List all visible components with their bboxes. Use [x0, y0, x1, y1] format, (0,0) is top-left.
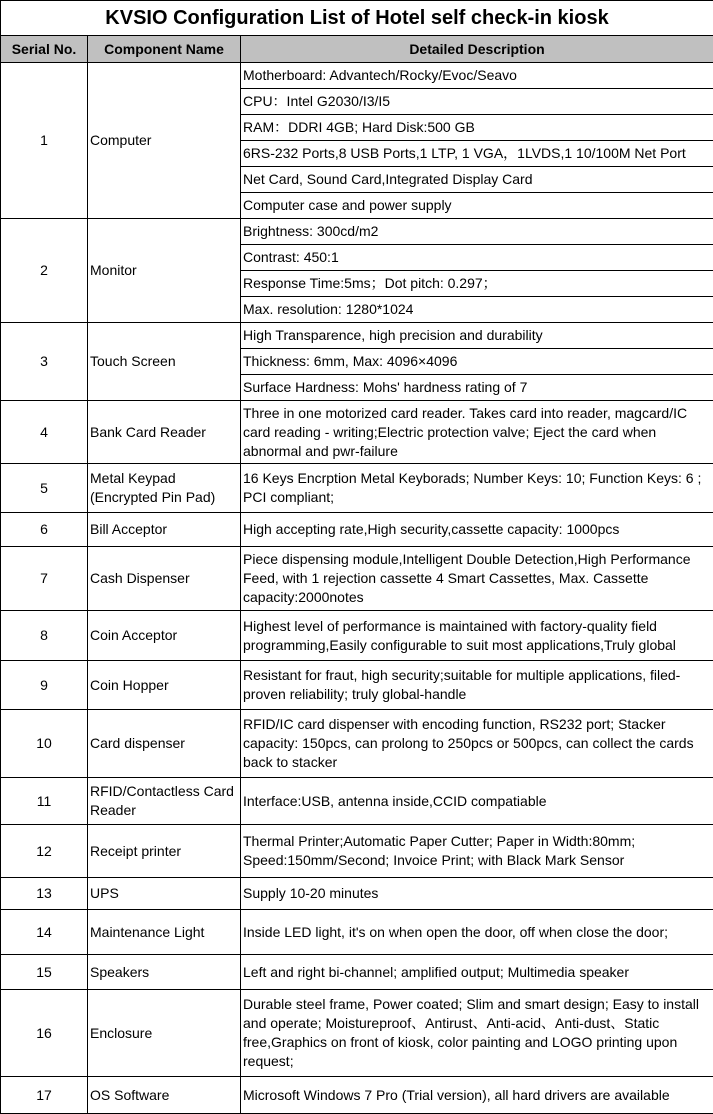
description-cell: High Transparence, high precision and durability [241, 323, 713, 349]
component-cell: Speakers [88, 955, 241, 990]
description-cell: RAM：DDRI 4GB; Hard Disk:500 GB [241, 115, 713, 141]
description-cell: Response Time:5ms；Dot pitch: 0.297； [241, 271, 713, 297]
table-row [1, 661, 713, 710]
component-cell: Cash Dispenser [88, 547, 241, 611]
header-description: Detailed Description [241, 36, 713, 63]
serial-cell: 2 [1, 219, 88, 323]
table-row [1, 547, 713, 611]
description-cell: 6RS-232 Ports,8 USB Ports,1 LTP, 1 VGA，1LVDS,1 10/100M Net Port [241, 141, 713, 167]
component-cell: Enclosure [88, 990, 241, 1077]
description-cell: Durable steel frame, Power coated; Slim and smart design; Easy to install and operate; Moistureproof、Antirust、Anti-acid、Anti-dust、Static free,Graphics on front of kiosk, color painting and LOGO printing upon request; [241, 990, 713, 1077]
serial-cell: 4 [1, 401, 88, 464]
serial-cell: 11 [1, 778, 88, 825]
description-cell: Thermal Printer;Automatic Paper Cutter; Paper in Width:80mm; Speed:150mm/Second; Invoice Print; with Black Mark Sensor [241, 825, 713, 878]
description-cell: Thickness: 6mm, Max: 4096×4096 [241, 349, 713, 375]
serial-cell: 14 [1, 910, 88, 955]
description-cell: RFID/IC card dispenser with encoding function, RS232 port; Stacker capacity: 150pcs, can prolong to 250pcs or 500pcs, can collect the cards back to stacker [241, 710, 713, 778]
serial-cell: 5 [1, 464, 88, 513]
component-cell: Bill Acceptor [88, 513, 241, 547]
serial-cell: 13 [1, 878, 88, 910]
description-cell: Resistant for fraut, high security;suitable for multiple applications, filed-proven reliability; truly global-handle [241, 661, 713, 710]
serial-cell: 7 [1, 547, 88, 611]
description-cell: Three in one motorized card reader. Takes card into reader, magcard/IC card reading - writing;Electric protection valve; Eject the card when abnormal and pwr-failure [241, 401, 713, 464]
table-row [1, 878, 713, 910]
component-cell: Coin Acceptor [88, 611, 241, 661]
component-cell: Computer [88, 63, 241, 219]
component-cell: Monitor [88, 219, 241, 323]
serial-cell: 1 [1, 63, 88, 219]
component-cell: Maintenance Light [88, 910, 241, 955]
serial-cell: 6 [1, 513, 88, 547]
description-cell: CPU：Intel G2030/I3/I5 [241, 89, 713, 115]
component-cell: OS Software [88, 1077, 241, 1114]
description-cell: Inside LED light, it's on when open the door, off when close the door; [241, 910, 713, 955]
serial-cell: 8 [1, 611, 88, 661]
table-row [1, 710, 713, 778]
description-cell: Highest level of performance is maintained with factory-quality field programming,Easily configurable to suit most applications,Truly global [241, 611, 713, 661]
description-cell: Microsoft Windows 7 Pro (Trial version), all hard drivers are available [241, 1077, 713, 1114]
description-cell: Net Card, Sound Card,Integrated Display Card [241, 167, 713, 193]
serial-cell: 9 [1, 661, 88, 710]
table-row [1, 955, 713, 990]
table-row [1, 513, 713, 547]
serial-cell: 15 [1, 955, 88, 990]
serial-cell: 3 [1, 323, 88, 401]
serial-cell: 17 [1, 1077, 88, 1114]
serial-cell: 12 [1, 825, 88, 878]
table-row [1, 219, 713, 245]
serial-cell: 10 [1, 710, 88, 778]
header-serial: Serial No. [1, 36, 88, 63]
description-cell: High accepting rate,High security,cassette capacity: 1000pcs [241, 513, 713, 547]
table-row [1, 323, 713, 349]
serial-cell: 16 [1, 990, 88, 1077]
description-cell: Brightness: 300cd/m2 [241, 219, 713, 245]
component-cell: UPS [88, 878, 241, 910]
header-component: Component Name [88, 36, 241, 63]
component-cell: Touch Screen [88, 323, 241, 401]
table-row [1, 1077, 713, 1114]
table-row [1, 990, 713, 1077]
component-cell: Coin Hopper [88, 661, 241, 710]
description-cell: 16 Keys Encrption Metal Keyborads; Number Keys: 10; Function Keys: 6 ; PCI compliant; [241, 464, 713, 513]
component-cell: Receipt printer [88, 825, 241, 878]
description-cell: Interface:USB, antenna inside,CCID compatiable [241, 778, 713, 825]
table-row [1, 778, 713, 825]
component-cell: RFID/Contactless Card Reader [88, 778, 241, 825]
description-cell: Supply 10-20 minutes [241, 878, 713, 910]
table-title: KVSIO Configuration List of Hotel self check-in kiosk [1, 1, 713, 36]
description-cell: Surface Hardness: Mohs' hardness rating of 7 [241, 375, 713, 401]
table-row [1, 63, 713, 89]
description-cell: Piece dispensing module,Intelligent Double Detection,High Performance Feed, with 1 rejection cassette 4 Smart Cassettes, Max. Cassette capacity:2000notes [241, 547, 713, 611]
description-cell: Max. resolution: 1280*1024 [241, 297, 713, 323]
title-row [1, 1, 713, 36]
table-row [1, 401, 713, 464]
table-row [1, 464, 713, 513]
component-cell: Bank Card Reader [88, 401, 241, 464]
description-cell: Computer case and power supply [241, 193, 713, 219]
description-cell: Contrast: 450:1 [241, 245, 713, 271]
header-row [1, 36, 713, 63]
component-cell: Card dispenser [88, 710, 241, 778]
table-row [1, 611, 713, 661]
description-cell: Motherboard: Advantech/Rocky/Evoc/Seavo [241, 63, 713, 89]
table-row [1, 910, 713, 955]
description-cell: Left and right bi-channel; amplified output; Multimedia speaker [241, 955, 713, 990]
component-cell: Metal Keypad (Encrypted Pin Pad) [88, 464, 241, 513]
table-row [1, 825, 713, 878]
